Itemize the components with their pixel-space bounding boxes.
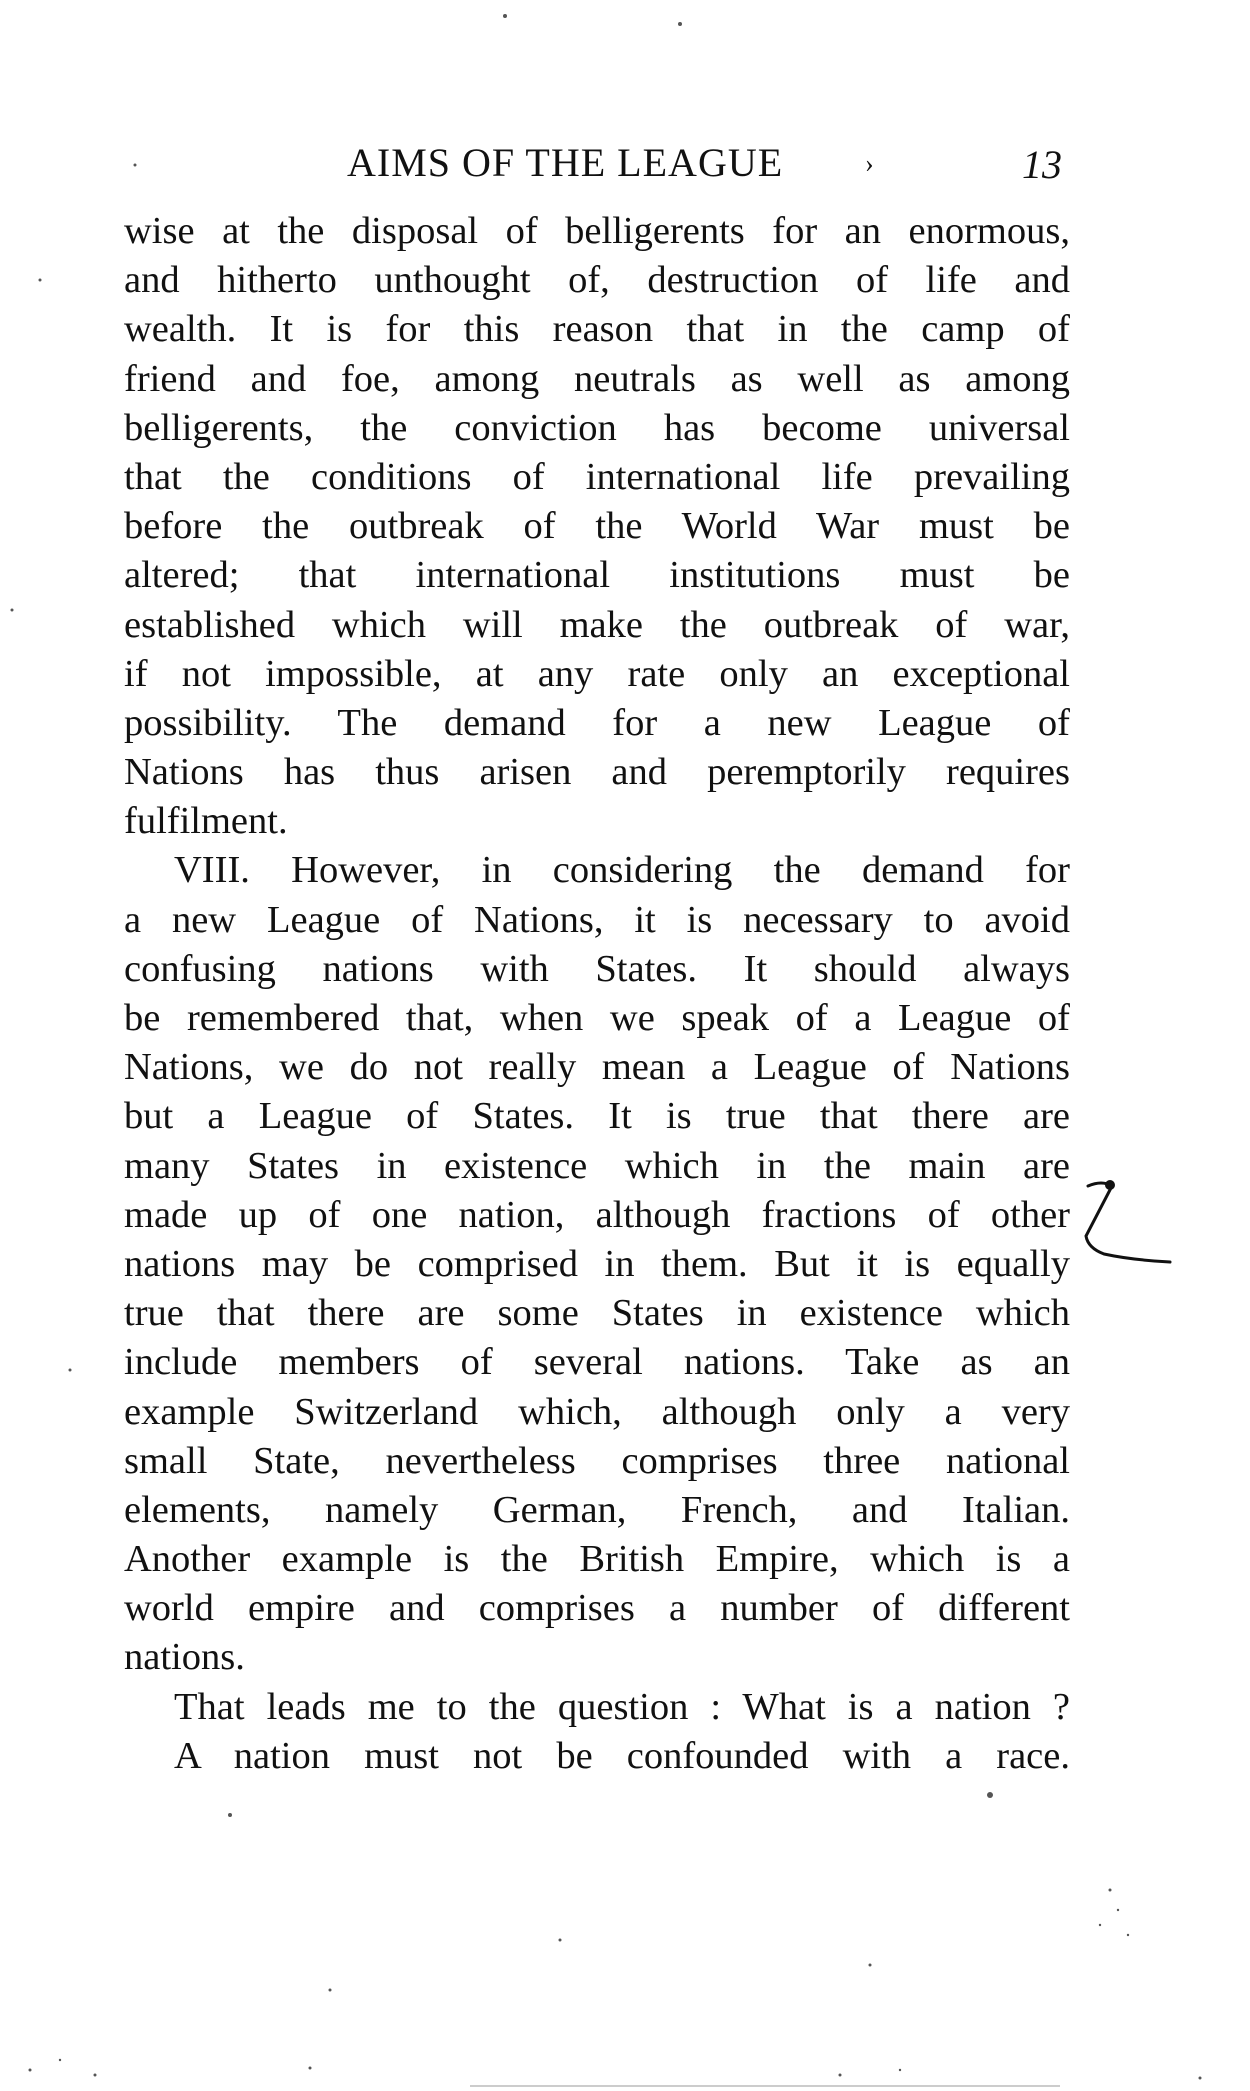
running-title: AIMS OF THE LEAGUE (347, 140, 784, 185)
text-line: A nation must not be confounded with a race. (174, 1734, 1070, 1777)
text-line: include members of several nations. Take as an (124, 1341, 1070, 1384)
text-line: made up of one nation, although fractions of other (124, 1193, 1070, 1236)
text-line: friend and foe, among neutrals as well as among (124, 357, 1070, 400)
margin-bracket-mark (1082, 1176, 1172, 1286)
text-line: wealth. It is for this reason that in the camp of (124, 308, 1070, 351)
text-line: before the outbreak of the World War must be (124, 505, 1070, 548)
text-line: if not impossible, at any rate only an exceptional (124, 652, 1070, 695)
text-line: world empire and comprises a number of different (124, 1587, 1070, 1630)
text-line: VIII. However, in considering the demand for (174, 849, 1070, 892)
text-line: Another example is the British Empire, which is a (124, 1538, 1070, 1581)
head-ornament: › (865, 149, 874, 178)
paragraph (124, 846, 1070, 1682)
text-line: many States in existence which in the main are (124, 1144, 1070, 1187)
text-line: true that there are some States in existence which (124, 1292, 1070, 1335)
page-number: 13 (1022, 142, 1062, 187)
text-line: Nations, we do not really mean a League of Nations (124, 1046, 1070, 1089)
text-line: Nations has thus arisen and peremptorily requires (124, 751, 1070, 794)
text-line: nations. (124, 1636, 245, 1679)
text-line: a new League of Nations, it is necessary to avoid (124, 898, 1070, 941)
text-line: example Switzerland which, although only a very (124, 1390, 1070, 1433)
paragraph (124, 207, 1070, 846)
text-line: possibility. The demand for a new League of (124, 701, 1070, 744)
text-line: that the conditions of international life prevailing (124, 455, 1070, 498)
text-line: be remembered that, when we speak of a League of (124, 997, 1070, 1039)
text-line: fulfilment. (124, 800, 288, 843)
text-line: elements, namely German, French, and Italian. (124, 1488, 1070, 1531)
text-line: belligerents, the conviction has become universal (124, 406, 1070, 449)
text-line: established which will make the outbreak of war, (124, 603, 1070, 646)
paragraph (124, 1683, 1070, 1781)
text-line: but a League of States. It is true that there are (124, 1095, 1070, 1138)
text-line: small State, nevertheless comprises three national (124, 1439, 1070, 1482)
text-line: altered; that international institutions must be (124, 554, 1070, 597)
running-head (120, 138, 1070, 188)
text-line: nations may be comprised in them. But it is equally (124, 1242, 1070, 1285)
text-line: wise at the disposal of belligerents for an enormous, (124, 210, 1070, 252)
body-text (124, 207, 1070, 1781)
text-line: confusing nations with States. It should always (124, 947, 1070, 990)
text-line: and hitherto unthought of, destruction of life and (124, 259, 1070, 302)
text-line: That leads me to the question : What is a nation ? (174, 1685, 1070, 1728)
